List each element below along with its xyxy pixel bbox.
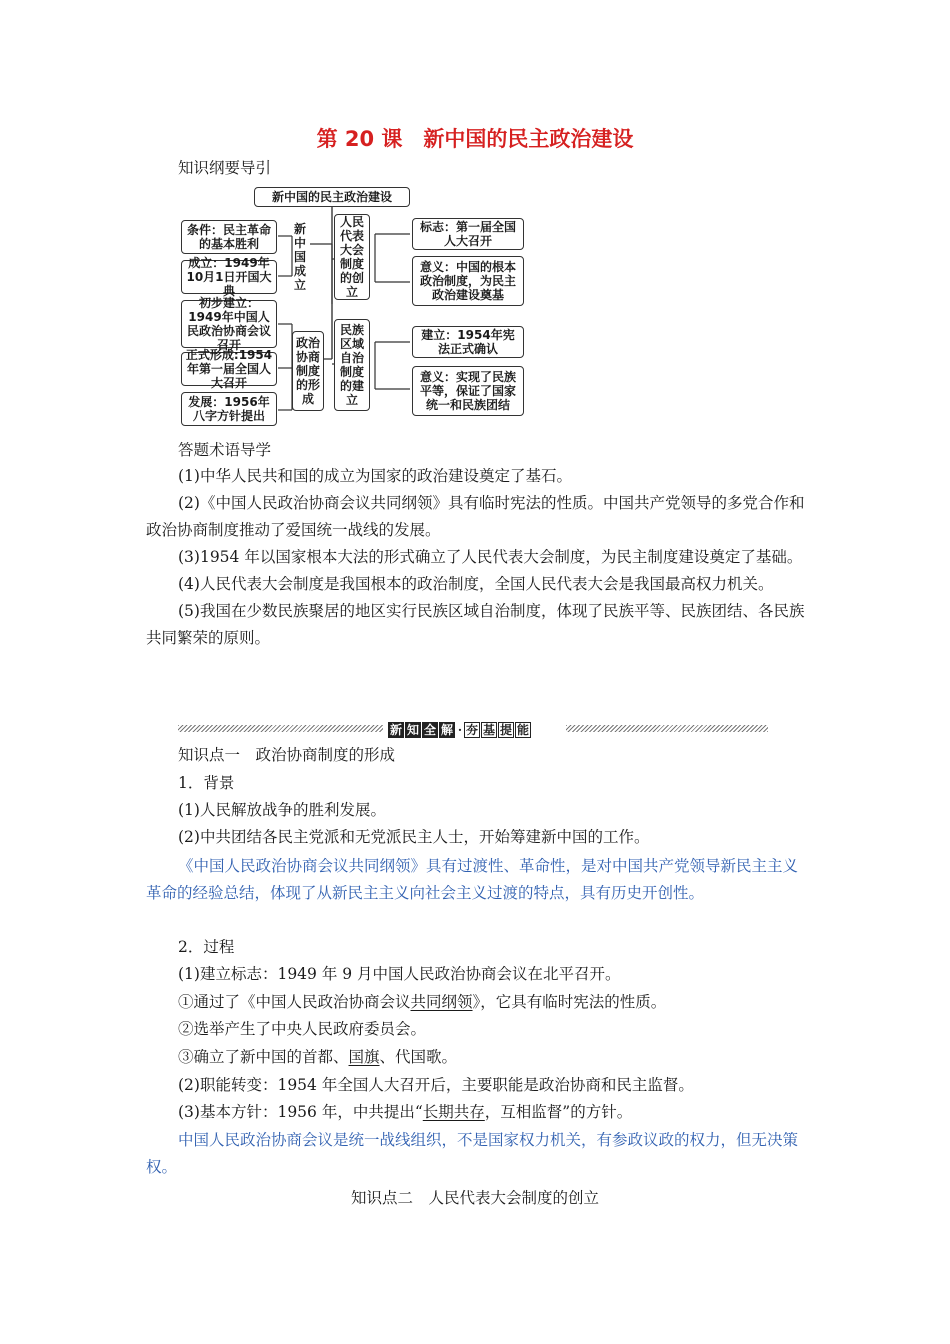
diagram-right2-item-1: 建立：1954年宪法正式确认 bbox=[412, 326, 524, 358]
term-2: (2)《中国人民政治协商会议共同纲领》具有临时宪法的性质。中国共产党领导的多党合作和政治协商制度推动了爱国统一战线的发展。 bbox=[146, 494, 805, 539]
kp1-proc-1: (1)建立标志：1949 年 9 月中国人民政治协商会议在北平召开。 bbox=[178, 965, 621, 983]
diagram-right-item-2: 意义：中国的根本政治制度，为民主政治建设奠基 bbox=[412, 256, 524, 306]
diagram-right2-branch: 民族区域自治制度的建立 bbox=[334, 319, 370, 411]
kp1-bg-2: (2)中共团结各民主党派和无党派民主人士，开始筹建新中国的工作。 bbox=[178, 828, 650, 846]
banner-label: 新 知 全 解 · 夯 基 提 能 bbox=[389, 723, 529, 737]
section-banner bbox=[178, 718, 768, 738]
kp1-proc-2: (2)职能转变：1954 年全国人大召开后，主要职能是政治协商和民主监督。 bbox=[178, 1076, 694, 1094]
diagram-right-item-1: 标志：第一届全国人大召开 bbox=[412, 218, 524, 250]
term-1: (1)中华人民共和国的成立为国家的政治建设奠定了基石。 bbox=[178, 467, 572, 485]
term-5: (5)我国在少数民族聚居的地区实行民族区域自治制度，体现了民族平等、民族团结、各民族共同繁荣的原则。 bbox=[146, 602, 805, 647]
diagram-left2-item-2: 正式形成:1954年第一届全国人大召开 bbox=[181, 352, 277, 386]
kp1-note-2: 中国人民政治协商会议是统一战线组织，不是国家权力机关，有参政议政的权力，但无决策权。 bbox=[146, 1131, 799, 1176]
terms-list bbox=[146, 463, 810, 652]
kp1-proc-3: (3)基本方针：1956 年，中共提出“长期共存，互相监督”的方针。 bbox=[178, 1103, 633, 1121]
guide-heading: 知识纲要导引 bbox=[178, 159, 272, 177]
diagram-right-branch: 人民代表大会制度的创立 bbox=[334, 214, 370, 300]
kp1-proc-heading: 2．过程 bbox=[178, 938, 235, 956]
banner-hatch-left bbox=[178, 725, 383, 732]
terms-heading: 答题术语导学 bbox=[178, 441, 272, 459]
diagram-right2-item-2: 意义：实现了民族平等，保证了国家统一和民族团结 bbox=[412, 366, 524, 416]
kp1-bg-heading: 1．背景 bbox=[178, 774, 235, 792]
kp1-proc-1a: ①通过了《中国人民政治协商会议共同纲领》，它具有临时宪法的性质。 bbox=[178, 993, 667, 1011]
diagram-left2-item-3: 发展：1956年八字方针提出 bbox=[181, 392, 277, 426]
kp1-bg-1: (1)人民解放战争的胜利发展。 bbox=[178, 801, 386, 819]
kp1-note-1: 《中国人民政治协商会议共同纲领》具有过渡性、革命性，是对中国共产党领导新民主主义革命的经验总结，体现了从新民主主义向社会主义过渡的特点，具有历史开创性。 bbox=[146, 857, 799, 902]
kp1-proc-1b: ②选举产生了中央人民政府委员会。 bbox=[178, 1020, 427, 1038]
kp2-heading: 知识点二 人民代表大会制度的创立 bbox=[350, 1189, 599, 1207]
diagram-left2-item-1: 初步建立：1949年中国人民政治协商会议召开 bbox=[181, 300, 277, 348]
term-4: (4)人民代表大会制度是我国根本的政治制度，全国人民代表大会是我国最高权力机关。 bbox=[178, 575, 774, 593]
kp1-proc-1c: ③确立了新中国的首都、国旗、代国歌。 bbox=[178, 1048, 458, 1066]
diagram-left-item-1: 条件：民主革命的基本胜利 bbox=[181, 220, 277, 254]
kp1-heading: 知识点一 政治协商制度的形成 bbox=[178, 746, 396, 764]
diagram-left-branch: 新中国成立 bbox=[293, 222, 306, 292]
banner-hatch-right bbox=[566, 725, 768, 732]
diagram-left-item-2: 成立：1949年10月1日开国大典 bbox=[181, 260, 277, 294]
page-title: 第 20 课 新中国的民主政治建设 bbox=[316, 127, 634, 151]
diagram-root: 新中国的民主政治建设 bbox=[254, 187, 410, 207]
term-3: (3)1954 年以国家根本大法的形式确立了人民代表大会制度，为民主制度建设奠定了基础。 bbox=[178, 548, 803, 566]
diagram-left2-branch: 政治协商制度的形成 bbox=[292, 331, 324, 411]
